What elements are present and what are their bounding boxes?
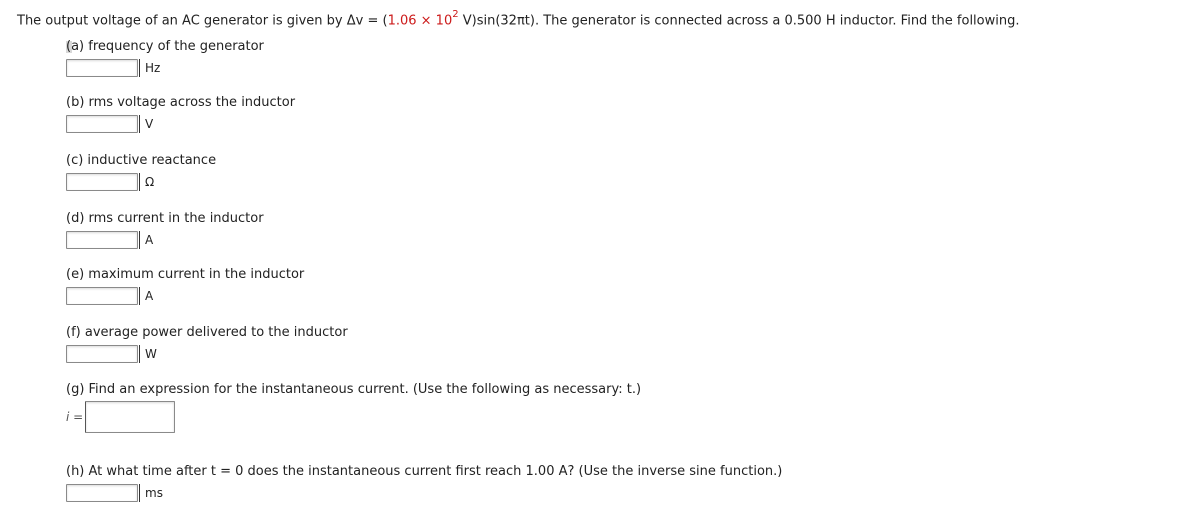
part-h xyxy=(66,464,782,503)
part-a-label: (a) frequency of the generator xyxy=(66,39,264,54)
part-c-answer-input[interactable] xyxy=(66,173,138,191)
part-d-answer-input[interactable] xyxy=(66,231,138,249)
part-b-answer-input[interactable] xyxy=(66,115,138,133)
part-d-label: (d) rms current in the inductor xyxy=(66,211,264,226)
part-g-answer-row xyxy=(66,401,175,433)
part-d xyxy=(66,211,264,250)
part-b xyxy=(66,95,295,134)
part-b-unit: V xyxy=(139,115,153,133)
part-c-unit: Ω xyxy=(139,173,154,191)
question-suffix: V)sin(32πt). The generator is connected across a 0.500 H inductor. Find the following. xyxy=(458,13,1020,29)
part-f xyxy=(66,325,348,364)
part-f-unit: W xyxy=(139,345,157,363)
part-e xyxy=(66,267,304,306)
part-h-answer-input[interactable] xyxy=(66,484,138,502)
given-coefficient: 1.06 × 10 xyxy=(387,13,453,29)
part-h-unit: ms xyxy=(139,484,163,502)
part-h-label: (h) At what time after t = 0 does the instantaneous current first reach 1.00 A? (Use the inverse sine function.) xyxy=(66,464,783,479)
part-e-unit: A xyxy=(139,287,153,305)
part-a-answer-input[interactable] xyxy=(66,59,138,77)
part-g xyxy=(66,382,641,397)
part-d-unit: A xyxy=(139,231,153,249)
part-b-label: (b) rms voltage across the inductor xyxy=(66,95,296,110)
part-c xyxy=(66,153,216,192)
problem-statement xyxy=(17,11,1020,28)
paren-open: ( xyxy=(382,13,388,29)
part-g-label: (g) Find an expression for the instantaneous current. (Use the following as necessary: t.) xyxy=(66,382,642,397)
part-a xyxy=(66,39,264,78)
part-a-unit: Hz xyxy=(139,59,160,77)
part-g-expression-input[interactable] xyxy=(85,401,175,433)
part-f-label: (f) average power delivered to the inductor xyxy=(66,325,348,340)
part-g-variable-label: i = xyxy=(66,410,84,424)
part-f-answer-input[interactable] xyxy=(66,345,138,363)
part-c-label: (c) inductive reactance xyxy=(66,153,217,168)
part-e-answer-input[interactable] xyxy=(66,287,138,305)
given-exponent: 2 xyxy=(452,9,459,20)
part-e-label: (e) maximum current in the inductor xyxy=(66,267,305,282)
question-prefix: The output voltage of an AC generator is given by Δv = xyxy=(17,13,383,29)
